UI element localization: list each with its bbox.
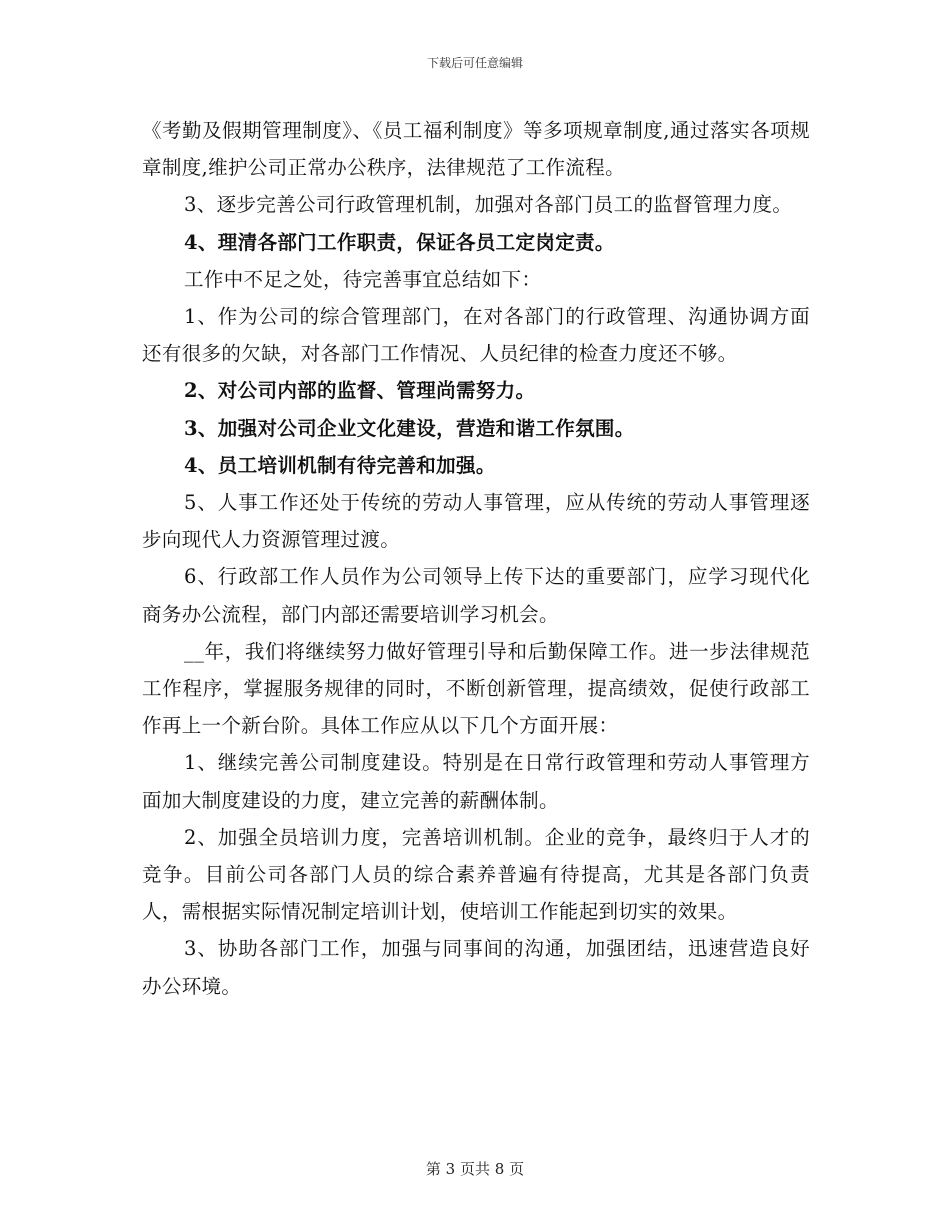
paragraph: 6、行政部工作人员作为公司领导上传下达的重要部门，应学习现代化商务办公流程，部门内部还需要培训学习机会。: [142, 565, 810, 626]
paragraph: 3、协助各部门工作，加强与同事间的沟通，加强团结，迅速营造良好办公环境。: [142, 937, 810, 998]
paragraph-bold: 4、员工培训机制有待完善和加强。: [184, 453, 496, 477]
document-body: [142, 112, 810, 1005]
paragraph: 工作中不足之处，待完善事宜总结如下：: [184, 267, 542, 291]
paragraph: 1、继续完善公司制度建设。特别是在日常行政管理和劳动人事管理方面加大制度建设的力度，建立完善的薪酬体制。: [142, 751, 810, 812]
paragraph-bold: 4、理清各部门工作职责，保证各员工定岗定责。: [184, 230, 615, 254]
paragraph: __年，我们将继续努力做好管理引导和后勤保障工作。进一步法律规范工作程序，掌握服务规律的同时，不断创新管理，提高绩效，促使行政部工作再上一个新台阶。具体工作应从以下几个方面开展：: [142, 639, 810, 738]
paragraph: 2、加强全员培训力度，完善培训机制。企业的竞争，最终归于人才的竞争。目前公司各部门人员的综合素养普遍有待提高，尤其是各部门负责人，需根据实际情况制定培训计划，使培训工作能起到切实的效果。: [142, 825, 810, 924]
paragraph: 3、逐步完善公司行政管理机制，加强对各部门员工的监督管理力度。: [184, 193, 793, 217]
page-header: 下载后可任意编辑: [426, 56, 523, 70]
paragraph-bold: 2、对公司内部的监督、管理尚需努力。: [184, 379, 536, 403]
paragraph: 5、人事工作还处于传统的劳动人事管理，应从传统的劳动人事管理逐步向现代人力资源管理过渡。: [142, 491, 810, 552]
paragraph-bold: 3、加强对公司企业文化建设，营造和谐工作氛围。: [184, 416, 635, 440]
paragraph: 1、作为公司的综合管理部门，在对各部门的行政管理、沟通协调方面还有很多的欠缺，对各部门工作情况、人员纪律的检查力度还不够。: [142, 305, 810, 366]
page-footer: 第 3 页共 8 页: [425, 1160, 525, 1178]
paragraph: 《考勤及假期管理制度》、《员工福利制度》等多项规章制度,通过落实各项规章制度,维护公司正常办公秩序，法律规范了工作流程。: [142, 119, 810, 180]
